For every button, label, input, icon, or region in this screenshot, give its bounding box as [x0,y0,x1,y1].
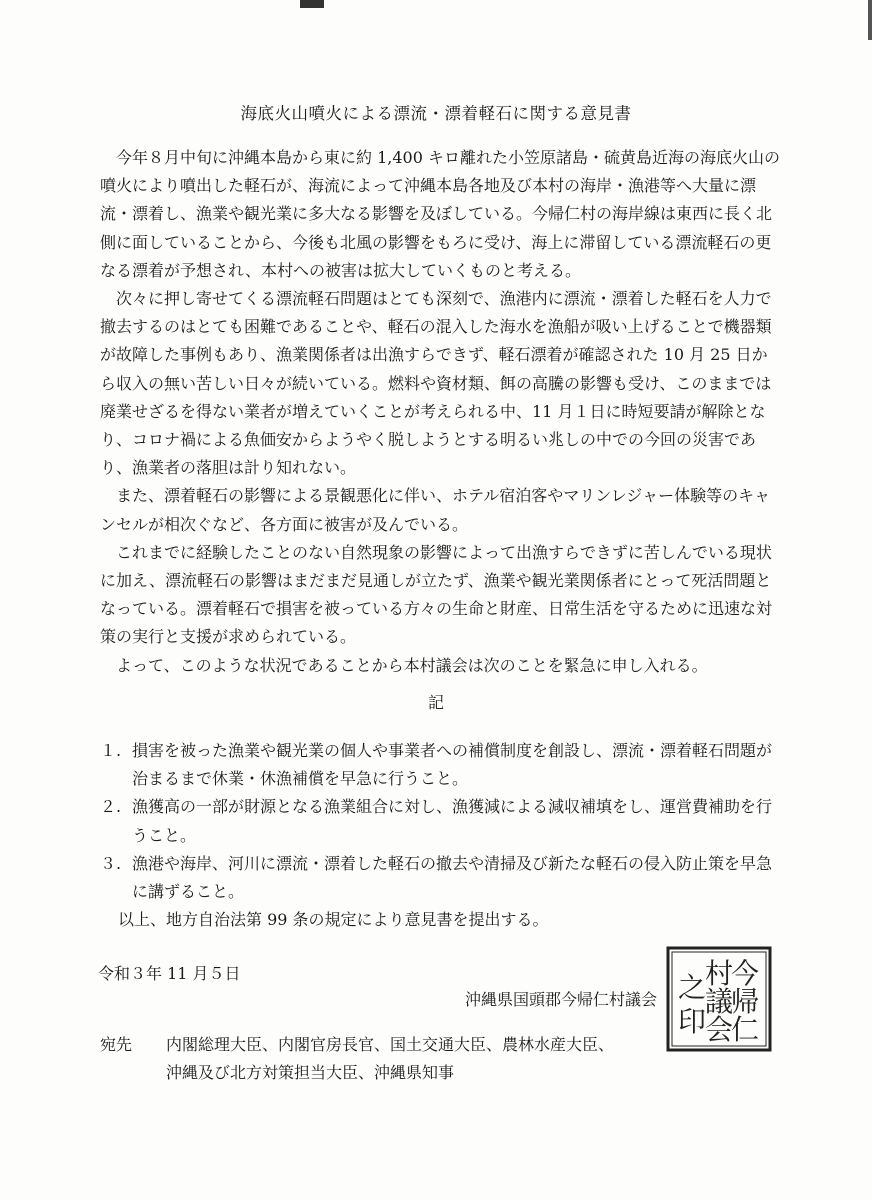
svg-text:今: 今 [730,957,760,990]
document-body [100,144,780,680]
list-item [100,850,780,906]
svg-text:帰: 帰 [730,985,760,1018]
item-text: 漁港や海岸、河川に漂流・漂着した軽石の撤去や清掃及び新たな軽石の侵入防止策を早急に講ずること。 [132,853,773,902]
paragraph: よって、このような状況であることから本村議会は次のことを緊急に申し入れる。 [116,655,708,675]
scan-edge-mark [868,0,872,40]
recipient-line: 沖縄及び北方対策担当大臣、沖縄県知事 [166,1063,455,1083]
paragraph: また、漂着軽石の影響による景観悪化に伴い、ホテル宿泊客やマリンレジャー体験等のキャンセルが相次ぐなど、各方面に被害が及んでいる。 [100,486,771,534]
paragraph: 今年８月中旬に沖縄本島から東に約 1,400 キロ離れた小笠原諸島・硫黄島近海の海底火山の噴火により噴出した軽石が、海流によって沖縄本島各地及び本村の海岸・漁港等へ大量に漂流・漂着し、漁業や観光業に多大なる影響を及ぼしている。今帰仁村の海岸線は東西に長く北側に面していることから、今後も北風の影響をもろに受け、海上に滞留している漂流軽石の更なる漂着が予想され、本村への被害は拡大していくものと考える。 [100,148,780,280]
item-text: 損害を被った漁業や観光業の個人や事業者への補償制度を創設し、漂流・漂着軽石問題が治まるまで休業・休漁補償を早急に行うこと。 [132,741,773,789]
item-text: 漁獲高の一部が財源となる漁業組合に対し、漁獲減による減収補填をし、運営費補助を行うこと。 [132,797,773,845]
paragraph: 次々に押し寄せてくる漂流軽石問題はとても深刻で、漁港内に漂流・漂着した軽石を人力で撤去するのはとても困難であることや、軽石の混入した海水を漁船が吸い上げることで機器類が故障した事例もあり、漁業関係者は出漁すらできず、軽石漂着が確認された 10 月 25 日から収入の無い苦しい日々が続いている。燃料や資材類、餌の高騰の影響も受け、このままでは廃業せざるを得ない業者が増えていくことが考えられる中、11 月１日に時短要請が解除となり、コロナ禍による魚価安からようやく脱しようとする明るい兆しの中での今回の災害であり、漁業者の落胆は計り知れない。 [100,289,772,478]
svg-text:仁: 仁 [730,1013,760,1046]
list-item [100,793,780,849]
svg-text:印: 印 [677,1005,707,1038]
request-list [100,737,780,906]
recipients-label: 宛先 [100,1035,133,1054]
svg-text:之: 之 [677,971,707,1004]
item-number: ２. [100,797,122,817]
ki-heading: 記 [427,693,444,712]
list-item [100,737,780,793]
paragraph: これまでに経験したことのない自然現象の影響によって出漁すらできずに苦しんでいる現状に加え、漂流軽石の影響はまだまだ見通しが立たず、漁業や観光業関係者にとって死活問題となっている。漂着軽石で損害を被っている方々の生命と財産、日常生活を守るために迅速な対策の実行と支援が求められている。 [100,542,773,647]
svg-text:議: 議 [704,985,734,1018]
scan-mark [300,0,324,8]
svg-text:村: 村 [704,957,734,990]
recipients-list [166,1031,780,1087]
closing-statement: 以上、地方自治法第 99 条の規定により意見書を提出する。 [118,910,549,929]
svg-text:会: 会 [704,1013,734,1046]
recipients-block [100,1031,780,1087]
item-number: １. [100,741,122,760]
item-number: ３. [100,853,122,873]
document-title: 海底火山噴火による漂流・漂着軽石に関する意見書 [240,104,632,123]
recipient-line: 内閣総理大臣、内閣官房長官、国土交通大臣、農林水産大臣、 [166,1035,615,1054]
assembly-name: 沖縄県国頭郡今帰仁村議会 [465,990,658,1009]
document-date: 令和３年 11 月５日 [98,964,241,983]
